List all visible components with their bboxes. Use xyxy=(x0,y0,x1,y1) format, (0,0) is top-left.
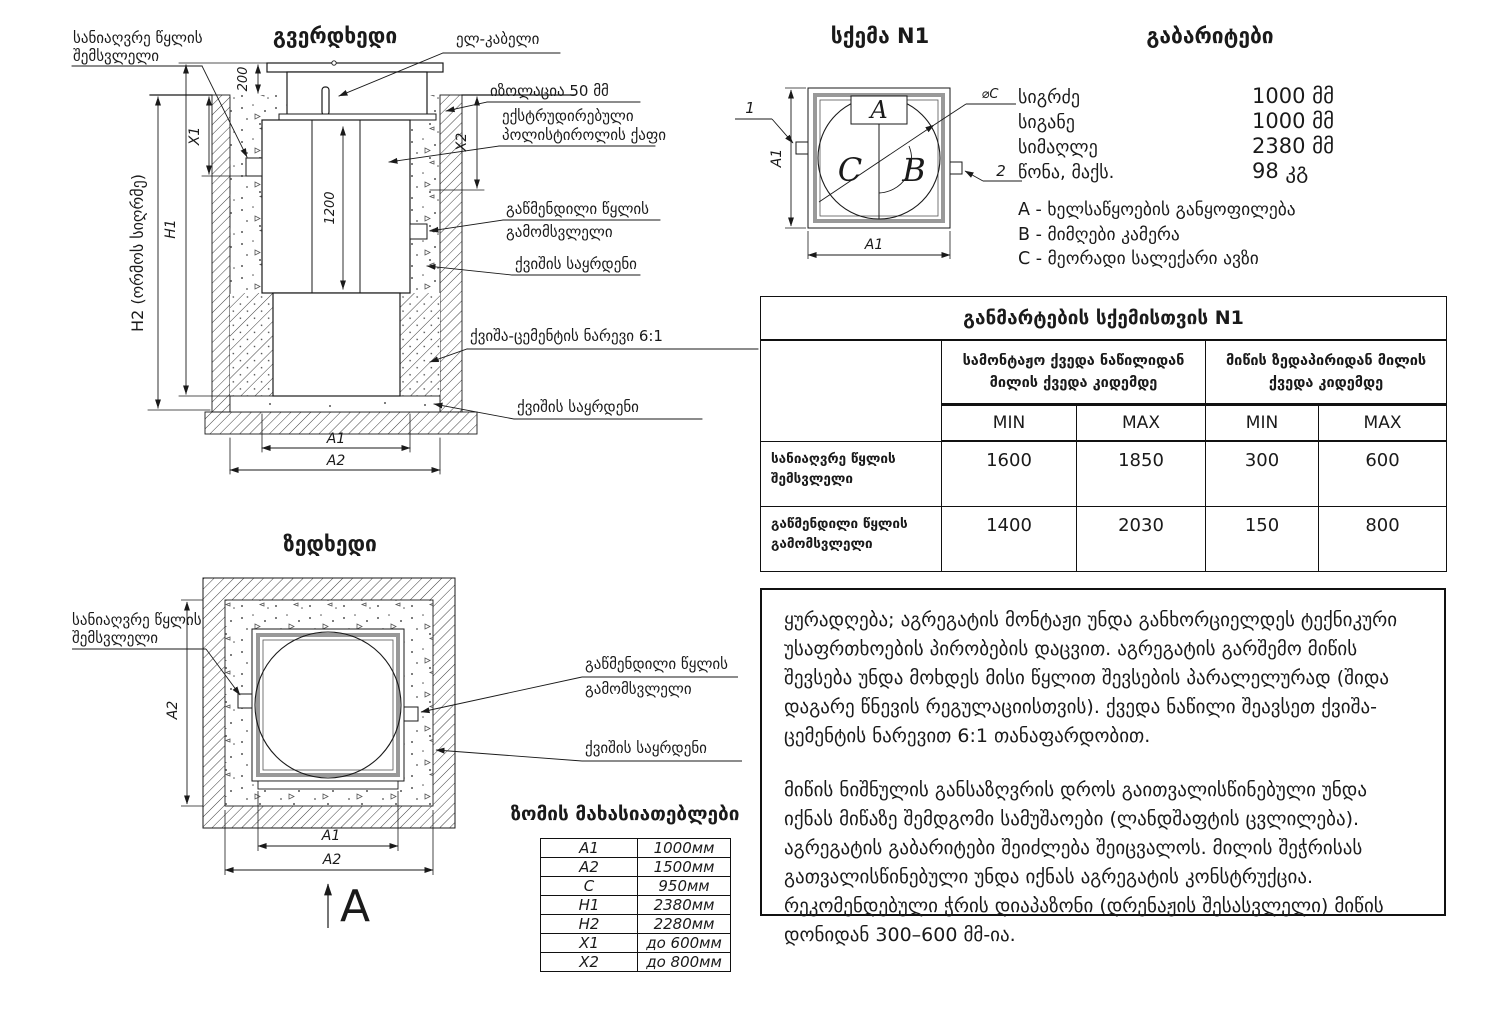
marker2-leader xyxy=(965,171,983,181)
spec-value: 1000 მმ xyxy=(1252,109,1335,133)
table-row xyxy=(541,934,731,953)
side-insulation-label: იზოლაცია 50 მმ xyxy=(490,82,609,100)
pipe-table-row-label: გაწმენდილი წყლის გამომსვლელი xyxy=(761,507,942,572)
top-view-title: ზედხედი xyxy=(283,532,377,556)
scheme-zone-b-letter: B xyxy=(902,151,926,189)
scheme-n1-drawing xyxy=(735,87,1022,259)
top-inlet-label-line1: სანიაღვრე წყლის xyxy=(72,611,202,629)
tv-dim-a1-label: A1 xyxy=(321,828,341,844)
table-row xyxy=(541,858,731,877)
table-row xyxy=(541,877,731,896)
side-cable-label: ელ-კაბელი xyxy=(456,30,540,48)
tank-flange xyxy=(279,114,436,120)
size-param: X1 xyxy=(541,934,638,953)
scheme-zone-a-letter: A xyxy=(870,96,888,124)
size-table-title: ზომის მახასიათებლები xyxy=(510,803,740,825)
table-row xyxy=(761,441,1447,507)
notes-paragraph-2: მიწის ნიშნულის განსაზღვრის დროს გაითვალისწინებული უნდა იქნას მიწაზე შემდგომი სამუშაოები (ლანდშაფტის ცვლილება). აგრეგატის გაბარიტები შეიძლება შეიცვალოს. მილის შეჭრისას გათვალისწინებული უნდა იქნას აგრეგატის კონსტრუქცია. რეკომენდებული ჭრის დიაპაზონი (დრენაჟის შესასვლელი) მიწის დონიდან 300–600 მმ-ია. xyxy=(784,779,1384,946)
top-outlet-label-line1: გაწმენდილი წყლის xyxy=(585,655,729,673)
side-view-title: გვერდხედი xyxy=(272,24,398,48)
dim-h1-label: H1 xyxy=(163,219,179,239)
pipe-table-title: განმარტების სქემისთვის N1 xyxy=(761,297,1447,341)
table-cell: 2030 xyxy=(1077,507,1206,572)
pipe-table-max-header: MAX xyxy=(1319,405,1447,442)
table-row xyxy=(541,953,731,972)
scheme-marker-2: 2 xyxy=(996,162,1006,180)
size-param: C xyxy=(541,877,638,896)
size-value: 1000мм xyxy=(638,839,731,858)
size-value: до 600мм xyxy=(638,934,731,953)
side-outlet-label-line1: გაწმენდილი წყლის xyxy=(506,200,650,218)
side-outlet-label-line2: გამომსვლელი xyxy=(506,223,613,241)
spec-row xyxy=(1018,134,1334,159)
size-value: 2280мм xyxy=(638,915,731,934)
top-outlet-label-line2: გამომსვლელი xyxy=(585,680,692,698)
dim-a1-label: A1 xyxy=(326,431,346,447)
spec-row xyxy=(1018,84,1334,109)
size-param: H2 xyxy=(541,915,638,934)
notes-paragraph-1: ყურადღება; აგრეგატის მონტაჟი უნდა განხორციელდეს ტექნიკური უსაფრთხოების პირობების დაცვით. აგრეგატის გარშემო მიწის შევსება უნდა მოხდეს მისი წყლით შევსების პარალელურად (შიდა დაგარე წნევის რეგულაციისთვის). ქვედა ნაწილი შეავსეთ ქვიშა-ცემენტის ნარევით 6:1 თანაფარდობით. xyxy=(784,609,1398,747)
spec-value: 1000 მმ xyxy=(1252,84,1335,108)
spec-label: წონა, მაქს. xyxy=(1018,162,1115,183)
tank-neck xyxy=(287,72,427,118)
size-value: 2380мм xyxy=(638,896,731,915)
installation-notes xyxy=(760,588,1446,946)
tv-dim-a2-label: A2 xyxy=(322,852,342,868)
spec-label: სიმაღლე xyxy=(1018,137,1098,158)
sand-cement-zone-right xyxy=(400,293,440,396)
topview-outlet-stub xyxy=(404,707,418,721)
side-foam-label-line2: პოლისტიროლის ქაფი xyxy=(502,126,667,144)
pipe-table-max-header: MAX xyxy=(1077,405,1206,442)
pipe-table-min-header: MIN xyxy=(942,405,1077,442)
spec-row xyxy=(1018,159,1334,184)
table-row xyxy=(541,915,731,934)
specs-title: გაბარიტები xyxy=(1146,24,1274,48)
electric-cable-slot xyxy=(322,87,329,115)
legend-line-b: B - მიმღები კამერა xyxy=(1018,224,1180,245)
dim-h2-label: H2 (ორმოს სიღრმე) xyxy=(128,174,147,332)
tv-dim-a2-left-label: A2 xyxy=(165,700,181,720)
table-cell: 1400 xyxy=(942,507,1077,572)
spec-value: 2380 მმ xyxy=(1252,134,1335,158)
side-sand-support-upper-label: ქვიშის საყრდენი xyxy=(515,255,637,273)
dim-x2-label: X2 xyxy=(454,132,470,152)
pipe-table-row-label: სანიაღვრე წყლის შემსვლელი xyxy=(761,441,942,507)
size-param: H1 xyxy=(541,896,638,915)
table-cell: 800 xyxy=(1319,507,1447,572)
outlet-stub xyxy=(410,224,427,239)
scheme-dim-a1-bottom-label: A1 xyxy=(864,237,884,253)
top-sand-support-label: ქვიშის საყრდენი xyxy=(585,739,707,757)
spec-label: სიგანე xyxy=(1018,112,1075,133)
size-table xyxy=(540,838,731,972)
scheme-diameter-label: ⌀C xyxy=(981,87,999,102)
table-row xyxy=(541,839,731,858)
legend-line-c: C - მეორადი სალექარი ავზი xyxy=(1018,249,1259,269)
side-foam-label-line1: ექსტრუდირებული xyxy=(502,107,634,125)
table-row xyxy=(761,507,1447,572)
dim-a2-label: A2 xyxy=(326,453,346,469)
specs-list xyxy=(1018,84,1334,184)
pipe-depth-table xyxy=(760,296,1447,572)
side-sand-cement-label: ქვიშა-ცემენტის ნარევი 6:1 xyxy=(470,327,663,345)
size-value: 1500мм xyxy=(638,858,731,877)
scheme-outlet-stub xyxy=(950,162,962,174)
pipe-table-group1-header: სამონტაჟო ქვედა ნაწილიდან მილის ქვედა კიდემდე xyxy=(942,340,1206,405)
scheme-inlet-stub xyxy=(796,142,808,154)
size-value: 950мм xyxy=(638,877,731,896)
spec-value: 98 კგ xyxy=(1252,159,1309,183)
scheme-dim-a1-left-label: A1 xyxy=(769,148,785,168)
table-cell: 600 xyxy=(1319,441,1447,507)
table-cell: 1850 xyxy=(1077,441,1206,507)
sand-support-layer xyxy=(230,396,440,412)
sand-cement-zone-left xyxy=(230,293,273,396)
top-inlet-label-line2: შემსვლელი xyxy=(72,629,159,647)
side-inlet-label-line2: შემსვლელი xyxy=(73,47,160,65)
scheme-title: სქემა N1 xyxy=(830,24,930,48)
dim-x1-label: X1 xyxy=(187,126,203,146)
topview-inlet-stub xyxy=(238,694,252,708)
specs-legend xyxy=(1018,198,1296,272)
tank-lower-body xyxy=(273,293,400,396)
topview-bottom-plate xyxy=(258,781,398,789)
topview-tank-outer xyxy=(252,629,404,781)
spec-label: სიგრძე xyxy=(1018,87,1081,108)
inlet-stub xyxy=(246,158,262,176)
scheme-marker-1: 1 xyxy=(745,99,755,117)
pipe-table-corner-cell xyxy=(761,340,942,441)
table-row xyxy=(541,896,731,915)
side-sand-support-lower-label: ქვიშის საყრდენი xyxy=(517,398,639,416)
legend-line-a: A - ხელსაწყოების განყოფილება xyxy=(1018,200,1296,220)
size-param: A1 xyxy=(541,839,638,858)
table-cell: 300 xyxy=(1206,441,1319,507)
section-arrow-letter: A xyxy=(340,881,371,932)
soil-wall-left xyxy=(212,95,230,412)
size-value: до 800мм xyxy=(638,953,731,972)
size-param: X2 xyxy=(541,953,638,972)
dim-1200-label: 1200 xyxy=(323,191,338,225)
scheme-zone-c-letter: C xyxy=(837,151,863,189)
side-inlet-label-line1: სანიაღვრე წყლის xyxy=(73,29,203,47)
marker1-leader xyxy=(772,119,793,143)
size-param: A2 xyxy=(541,858,638,877)
lid-vent xyxy=(332,61,336,65)
table-cell: 1600 xyxy=(942,441,1077,507)
pipe-table-min-header: MIN xyxy=(1206,405,1319,442)
spec-row xyxy=(1018,109,1334,134)
dim-200-label: 200 xyxy=(236,66,251,92)
table-cell: 150 xyxy=(1206,507,1319,572)
pipe-table-group2-header: მიწის ზედაპირიდან მილის ქვედა კიდემდე xyxy=(1206,340,1447,405)
side-view-section-drawing xyxy=(72,53,758,474)
